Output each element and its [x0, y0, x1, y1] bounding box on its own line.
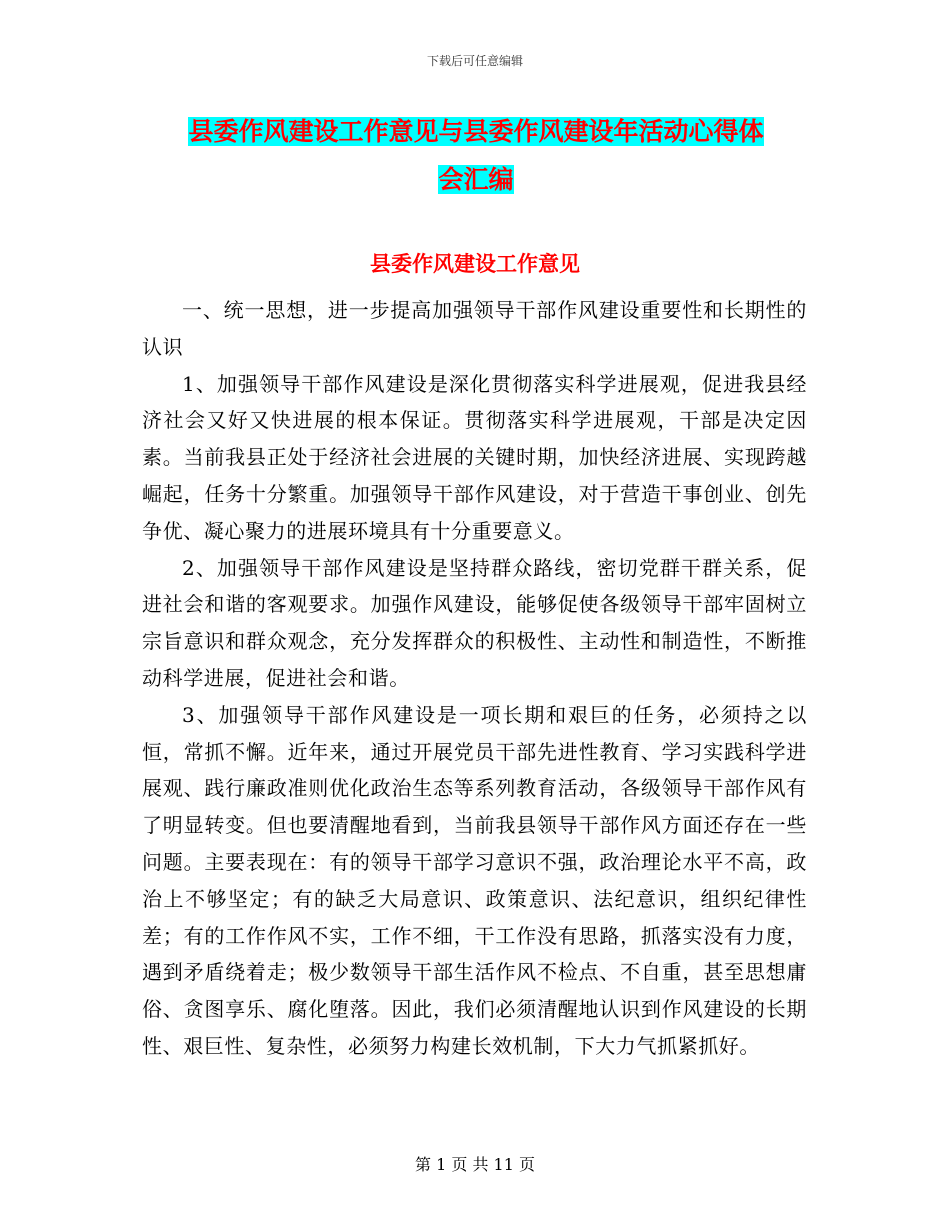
header-note: 下载后可任意编辑	[426, 54, 523, 68]
document-title	[140, 108, 812, 204]
document-body	[142, 292, 807, 1065]
paragraph-1: 1、加强领导干部作风建设是深化贯彻落实科学进展观，促进我县经济社会又好又快进展的根本保证。贯彻落实科学进展观，干部是决定因素。当前我县正处于经济社会进展的关键时期，加快经济进展、实现跨越崛起，任务十分繁重。加强领导干部作风建设，对于营造干事创业、创先争优、凝心聚力的进展环境具有十分重要意义。	[142, 371, 807, 543]
section-title: 县委作风建设工作意见	[370, 252, 580, 276]
title-line-2: 会汇编	[438, 165, 514, 194]
paragraph-3: 3、加强领导干部作风建设是一项长期和艰巨的任务，必须持之以恒，常抓不懈。近年来，通过开展党员干部先进性教育、学习实践科学进展观、践行廉政准则优化政治生态等系列教育活动，各级领导干部作风有了明显转变。但也要清醒地看到，当前我县领导干部作风方面还存在一些问题。主要表现在：有的领导干部学习意识不强，政治理论水平不高，政治上不够坚定；有的缺乏大局意识、政策意识、法纪意识，组织纪律性差；有的工作作风不实，工作不细，干工作没有思路，抓落实没有力度，遇到矛盾绕着走；极少数领导干部生活作风不检点、不自重，甚至思想庸俗、贪图享乐、腐化堕落。因此，我们必须清醒地认识到作风建设的长期性、艰巨性、复杂性，必须努力构建长效机制，下大力气抓紧抓好。	[142, 702, 807, 1058]
page-number: 第 1 页 共 11 页	[415, 1155, 535, 1174]
title-line-1: 县委作风建设工作意见与县委作风建设年活动心得体	[188, 117, 764, 146]
paragraph-2: 2、加强领导干部作风建设是坚持群众路线，密切党群干群关系，促进社会和谐的客观要求。加强作风建设，能够促使各级领导干部牢固树立宗旨意识和群众观念，充分发挥群众的积极性、主动性和制造性，不断推动科学进展，促进社会和谐。	[142, 555, 807, 690]
paragraph-heading-1: 一、统一思想，进一步提高加强领导干部作风建设重要性和长期性的认识	[142, 298, 807, 359]
